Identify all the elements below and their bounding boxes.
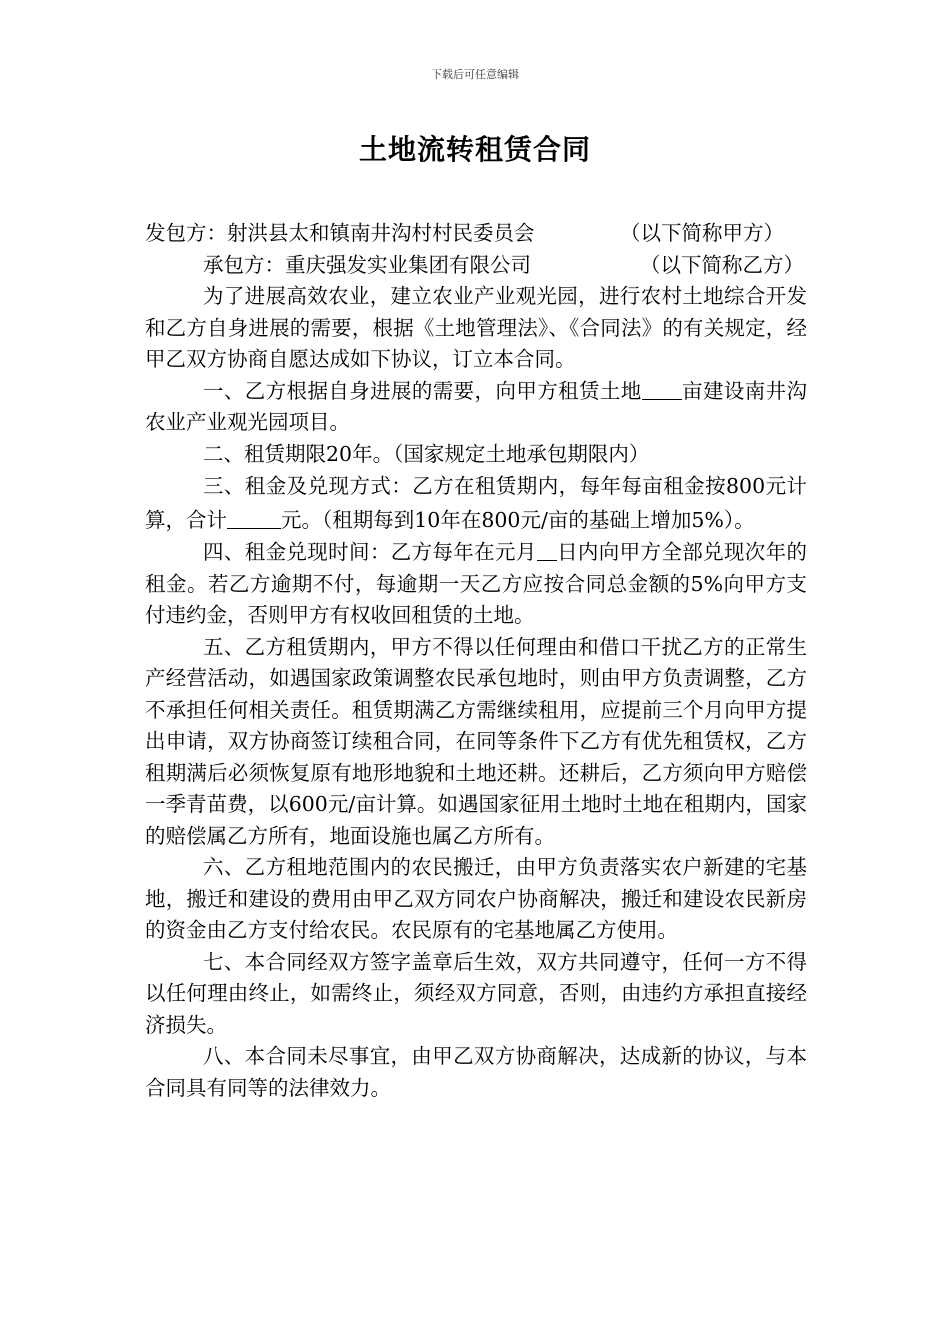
clause-4	[145, 537, 807, 632]
total-amount-blank	[227, 508, 281, 529]
party-a-alias: （以下简称甲方）	[620, 221, 784, 245]
party-b-alias: （以下简称乙方）	[640, 252, 804, 277]
clause-5: 五、乙方租赁期内，甲方不得以任何理由和借口干扰乙方的正常生产经营活动，如遇国家政策调整农民承包地时，则由甲方负责调整，乙方不承担任何相关责任。租赁期满乙方需继续租用，应提前三个月向甲方提出申请，双方协商签订续租合同，在同等条件下乙方有优先租赁权，乙方租期满后必须恢复原有地形地貌和土地还耕。还耕后，乙方须向甲方赔偿一季青苗费，以600元/亩计算。如遇国家征用土地时土地在租期内，国家的赔偿属乙方所有，地面设施也属乙方所有。	[145, 634, 807, 848]
clause-7: 七、本合同经双方签字盖章后生效，双方共同遵守，任何一方不得以任何理由终止，如需终止，须经双方同意，否则，由违约方承担直接经济损失。	[145, 949, 807, 1037]
clause-1-text-before: 一、乙方根据自身进展的需要，向甲方租赁土地	[203, 378, 642, 403]
party-a-row	[145, 218, 807, 250]
party-a-label: 发包方：射洪县太和镇南井沟村村民委员会	[145, 221, 535, 245]
party-b-label: 承包方：重庆强发实业集团有限公司	[203, 252, 531, 277]
area-blank	[642, 379, 682, 400]
clause-3-text-after: 元。（租期每到10年在800元/亩的基础上增加5%）。	[281, 507, 755, 532]
clause-6: 六、乙方租地范围内的农民搬迁，由甲方负责落实农户新建的宅基地，搬迁和建设的费用由甲乙双方同农户协商解决，搬迁和建设农民新房的资金由乙方支付给农民。农民原有的宅基地属乙方使用。	[145, 855, 807, 942]
clause-1-text-after: 亩建设南井沟农业产业观光园项目。	[145, 378, 808, 434]
clause-2: 二、租赁期限20年。（国家规定土地承包期限内）	[203, 441, 650, 466]
clause-4-text-after: 日内向甲方全部兑现次年的租金。若乙方逾期不付，每逾期一天乙方应按合同总金额的5%向甲方支付违约金，否则甲方有权收回租赁的土地。	[145, 540, 808, 627]
clause-1	[145, 376, 807, 439]
day-blank	[537, 540, 557, 561]
preamble-paragraph: 为了进展高效农业，建立农业产业观光园，进行农村土地综合开发和乙方自身进展的需要，根据《土地管理法》、《合同法》的有关规定，经甲乙双方协商自愿达成如下协议，订立本合同。	[145, 284, 807, 371]
document-title: 土地流转租赁合同	[358, 133, 591, 166]
clause-3	[145, 470, 807, 537]
party-b-row	[145, 250, 807, 282]
clause-8: 八、本合同未尽事宜，由甲乙双方协商解决，达成新的协议，与本合同具有同等的法律效力。	[145, 1044, 807, 1100]
header-note: 下载后可任意编辑	[431, 68, 519, 81]
contract-body	[145, 218, 807, 1104]
clause-4-text-before: 四、租金兑现时间：乙方每年在元月	[203, 540, 537, 564]
clause-3-text-before: 三、租金及兑现方式：乙方在租赁期内，每年每亩租金按800元计算，合计	[145, 474, 807, 532]
